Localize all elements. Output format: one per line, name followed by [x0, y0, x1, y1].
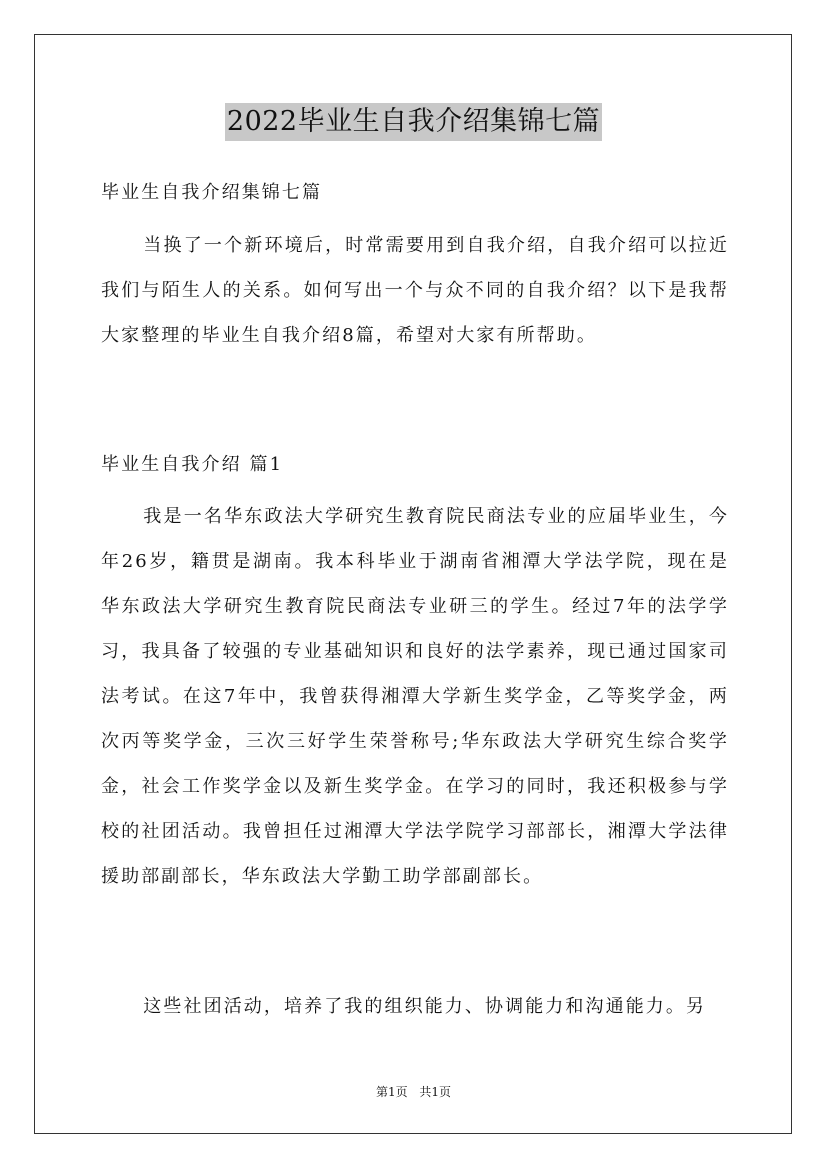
intro-paragraph: 当换了一个新环境后，时常需要用到自我介绍，自我介绍可以拉近我们与陌生人的关系。如何写出一个与众不同的自我介绍？以下是我帮大家整理的毕业生自我介绍8篇，希望对大家有所帮助。 [101, 235, 729, 346]
page-number: 第1页 [375, 1085, 408, 1099]
title-container [0, 103, 827, 141]
page-footer [0, 1083, 827, 1101]
document-subtitle: 毕业生自我介绍集锦七篇 [101, 182, 323, 203]
paragraph-1: 我是一名华东政法大学研究生教育院民商法专业的应届毕业生，今年26岁，籍贯是湖南。我本科毕业于湖南省湘潭大学法学院，现在是华东政法大学研究生教育院民商法专业研三的学生。经过7年的法学学习，我具备了较强的专业基础知识和良好的法学素养，现已通过国家司法考试。在这7年中，我曾获得湘潭大学新生奖学金，乙等奖学金，两次丙等奖学金，三次三好学生荣誉称号;华东政法大学研究生综合奖学金，社会工作奖学金以及新生奖学金。在学习的同时，我还积极参与学校的社团活动。我曾担任过湘潭大学法学院学习部部长，湘潭大学法律援助部副部长，华东政法大学勤工助学部副部长。 [101, 506, 729, 887]
page-total: 共1页 [419, 1085, 452, 1099]
section-heading: 毕业生自我介绍 篇1 [101, 454, 284, 475]
paragraph-2: 这些社团活动，培养了我的组织能力、协调能力和沟通能力。另 [143, 996, 707, 1017]
document-title: 2022毕业生自我介绍集锦七篇 [225, 103, 602, 141]
